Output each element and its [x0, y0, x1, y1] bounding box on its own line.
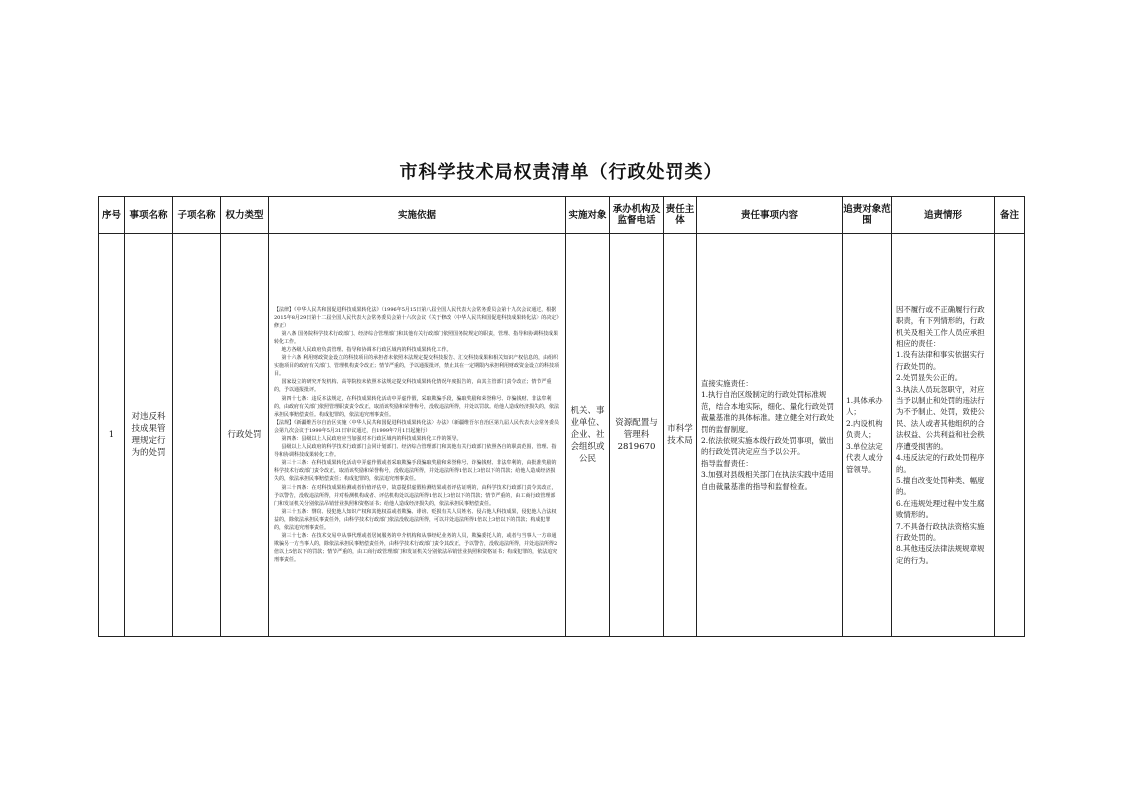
scope-line: 3.单位法定代表人或分管领导。 — [846, 441, 883, 474]
basis-paragraph: 第三十七条：在技术交易中从事代理或者居间服务的中介机构和从事经纪业务的人员，欺骗委托人的，或者与当事人一方串通欺骗另一方当事人的，除依法承担民事赔偿责任外，由科学技术行政部门责令其改正，予以警告，没收违法所得，并处违法所得2倍以上5倍以下的罚款；情节严重的，由工商行政管理部门和发证机关分别依法吊销营业执照和资格证书；构成犯罪的，依法追究刑事责任。 — [274, 533, 558, 564]
header-sub-item-name: 子项名称 — [173, 197, 221, 234]
case-line: 4.违反法定的行政处罚程序的。 — [896, 453, 985, 474]
basis-paragraph: 第三十五条：剽窃、侵犯他人知识产权和其他权益或者欺骗、诽谤、贬损有关人员姓名、侵占他人科技成果，侵犯他人合法权益的，除依法承担民事责任外，由科学技术行政部门依法没收违法所得，可以并处违法所得1倍以上3倍以下的罚款；构成犯罪的，依法追究刑事责任。 — [274, 508, 557, 532]
basis-paragraph: 第十六条 利用财政资金设立的科技项目的承担者未依照本法规定提交科技报告、汇交科技成果和相关知识产权信息的，由组织实施项目的政府有关部门、管理机构责令改正；情节严重的，予以通报批评，禁止其在一定期限内承担利用财政资金设立的科技项目。 — [274, 355, 560, 378]
duty-line: 2.依法依规实施本级行政处罚事项，做出的行政处罚决定应当予以公开。 — [701, 436, 834, 457]
header-target: 实施对象 — [566, 197, 610, 234]
header-agency: 承办机构及监督电话 — [610, 197, 664, 234]
header-seq: 序号 — [99, 197, 125, 234]
header-cases: 追责情形 — [892, 197, 995, 234]
scope-line: 2.内设机构负责人； — [846, 418, 883, 440]
cell-duty — [697, 234, 843, 637]
header-duty: 责任事项内容 — [697, 197, 843, 234]
case-line: 7.不具备行政执法资格实施行政处罚的。 — [896, 521, 985, 542]
cell-seq: 1 — [99, 234, 125, 637]
page-title: 市科学技术局权责清单（行政处罚类） — [399, 162, 723, 183]
header-remark: 备注 — [995, 197, 1025, 234]
case-line: 8.其他违反法律法规规章规定的行为。 — [896, 544, 985, 565]
case-line: 5.擅自改变处罚种类、幅度的。 — [896, 475, 985, 497]
cell-agency — [610, 234, 664, 637]
cell-item-name: 对违反科技成果管理规定行为的处罚 — [125, 234, 173, 637]
basis-paragraph: 第三十三条：在科技成果转化活动中弄虚作假或者采取欺骗手段骗取奖励和荣誉称号、诈骗钱财、非法牟利的，由批准奖励的科学技术行政部门责令改正，取消该奖励和荣誉称号，没收违法所得，并处违法所得1倍以上3倍以下的罚款；给他人造成经济损失的，依法承担民事赔偿责任；构成犯罪的，依法追究刑事责任。 — [274, 460, 557, 483]
case-line: 因不履行或不正确履行行政职责，有下列情形的，行政机关及相关工作人员应承担相应的责任： — [896, 304, 985, 349]
duty-line: 3.加强对县级相关部门在执法实践中适用自由裁量基准的指导和监督检查。 — [701, 470, 834, 491]
cell-target: 机关、事业单位、企业、社会组织或公民 — [566, 234, 610, 637]
basis-paragraph: 地方各级人民政府负责管理、指导和协调本行政区域内的科技成果转化工作。 — [281, 346, 452, 353]
header-scope: 追责对象范围 — [843, 197, 892, 234]
case-line: 3.执法人员玩忽职守，对应当予以制止和处罚的违法行为不予制止、处罚，致使公民、法人或者其他组织的合法权益、公共利益和社会秩序遭受损害的。 — [896, 384, 985, 451]
table-row — [99, 234, 1025, 637]
duty-line: 直接实施责任： — [701, 378, 753, 388]
basis-paragraph: 【法律】《中华人民共和国促进科技成果转化法》（1996年5月15日第八届全国人民代表大会常务委员会第十九次会议通过，根据2015年8月29日第十二届全国人民代表大会常务委员会第十六次会议《关于修改〈中华人民共和国促进科技成果转化法〉的决定》修正） — [274, 306, 559, 329]
basis-paragraph: 第三十四条：在对科技成果检测或者价值评估中，故意提供虚假检测结果或者评估证明的，由科学技术行政部门责令其改正，予以警告，没收违法所得，并对检测机构或者、评估机构处以违法所得1倍以上3倍以下的罚款；情节严重的，由工商行政管理部门和发证机关分别依法吊销营业执照和资格证书；给他人造成经济损失的，依法承担民事赔偿责任。 — [274, 484, 557, 507]
agency-name: 资源配置与管理科 — [615, 418, 658, 440]
scope-line: 1.具体承办人； — [846, 396, 883, 417]
case-line: 1.没有法律和事实依据实行行政处罚的。 — [896, 350, 985, 371]
header-item-name: 事项名称 — [125, 197, 173, 234]
duty-line: 1.执行自治区级制定的行政处罚标准规范，结合本地实际，细化、量化行政处罚裁量基准的具体标准。建立健全对行政处罚的监督制度。 — [701, 390, 835, 434]
header-power-type: 权力类型 — [221, 197, 269, 234]
header-row — [99, 197, 1025, 234]
duty-line: 指导监督责任： — [701, 458, 753, 468]
basis-paragraph: 第四十七条：违反本法规定，在科技成果转化活动中弄虚作假，采取欺骗手段，骗取奖励和荣誉称号、诈骗钱财、非法牟利的，由政府有关部门依照管理职责责令改正，取消该奖励和荣誉称号，没收违法所得，并处以罚款。给他人造成经济损失的，依法承担民事赔偿责任。构成犯罪的，依法追究刑事责任。 — [274, 395, 560, 418]
case-line: 6.在违规处理过程中发生腐败情形的。 — [896, 498, 985, 520]
agency-phone: 2819670 — [617, 442, 656, 452]
basis-paragraph: 国家设立的研究开发机构、高等院校未依照本法规定提交科技成果转化情况年度报告的，由其主管部门责令改正；情节严重的，予以通报批评。 — [274, 379, 552, 394]
cell-power-type: 行政处罚 — [221, 234, 269, 637]
cell-remark — [995, 234, 1025, 637]
header-basis: 实施依据 — [269, 197, 566, 234]
cell-cases — [892, 234, 995, 637]
cell-sub-item-name — [173, 234, 221, 637]
basis-paragraph: 【法规】《新疆维吾尔自治区实施〈中华人民共和国促进科技成果转化法〉办法》（新疆维吾尔自治区第九届人民代表大会常务委员会第九次会议于1999年5月31日审议通过，自1999年7月1日起施行） — [274, 419, 560, 434]
cell-basis — [269, 234, 566, 637]
cell-subject: 市科学技术局 — [664, 234, 697, 637]
cell-scope — [843, 234, 892, 637]
case-line: 2.处罚显失公正的。 — [896, 373, 963, 383]
power-list-table — [98, 196, 1025, 637]
basis-paragraph: 第四条：县级以上人民政府应当加强对本行政区域内的科技成果转化工作的领导。 — [281, 436, 462, 442]
basis-paragraph: 第八条 国务院科学技术行政部门、经济综合管理部门和其他有关行政部门依照国务院规定的职责，管理、指导和协调科技成果转化工作。 — [274, 330, 559, 345]
basis-paragraph: 县级以上人民政府的科学技术行政部门会同计划部门、经济综合管理部门和其他有关行政部门依照各自的职责范围，管理、指导和协调科技成果转化工作。 — [274, 444, 557, 459]
header-subject: 责任主体 — [664, 197, 697, 234]
